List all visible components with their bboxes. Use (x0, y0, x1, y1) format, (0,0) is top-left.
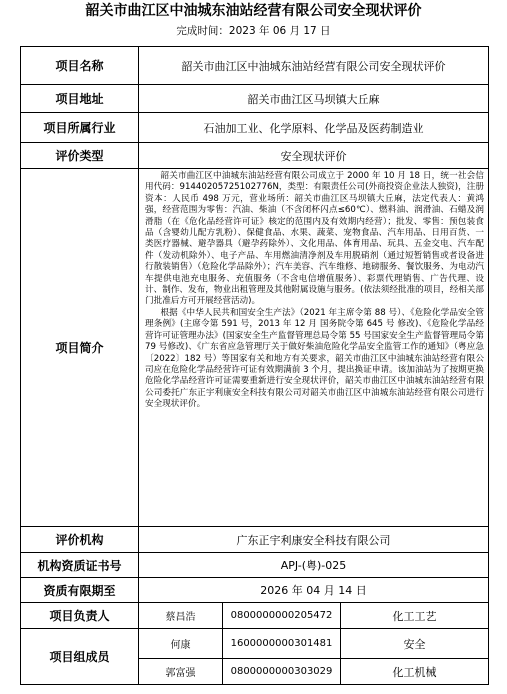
leader-specialty: 化工工艺 (341, 603, 489, 629)
label-project-address: 项目地址 (21, 85, 139, 113)
label-members: 项目组成员 (21, 629, 139, 685)
row-cert-no (21, 553, 489, 578)
label-leader: 项目负责人 (21, 603, 139, 629)
value-cert-expiry: 2026 年 04 月 14 日 (139, 578, 489, 603)
value-intro (139, 169, 489, 527)
leader-number: 0800000000205472 (223, 603, 341, 629)
intro-paragraph-1: 韶关市曲江区中油城东油站经营有限公司成立于 2000 年 10 月 18 日，统一社会信用代码：914402057251027​76N，类型：有限责任公司(外商投资企业法人独资)，注册资本：人民币 498 万元，营业场所：韶关市曲江区马坝镇大丘麻，法定代表人：黄鸿强，经营范围为零售：汽油、柴油（不含闭杯闪点≤60℃）、燃料油、润滑油、石蜡及润滑脂（在《危化品经营许可证》核定的范围内及有效期内经营）；批发、零售：预包装食品（含婴幼儿配方乳粉）、保健食品、水果、蔬菜、宠物食品、汽车用品、日用百货、一类医疗器械、避孕器具（避孕药除外）、文化用品、体育用品、玩具、五金交电、汽车配件（发动机除外）、电子产品、车用燃油清净剂及车用脱硝剂（通过短暂销售或者设备进行散装销售）（危险化学品除外）；汽车美容、汽车维修、地磅服务、餐饮服务、为电动汽车提供电池充电服务、充值服务（不含电信增值服务）、彩票代理销售、广告代理、设计、制作、发布，物业出租管理及其他附属设施与服务。(依法须经批准的项目，经相关部门批准后方可开展经营活动)。 (145, 171, 485, 307)
label-cert-expiry: 资质有限期至 (21, 578, 139, 603)
row-intro (21, 169, 489, 527)
member-specialty: 化工机械 (341, 659, 489, 685)
member-number: 0800000000303029 (223, 659, 341, 685)
label-eval-org: 评价机构 (21, 527, 139, 553)
row-project-name (21, 47, 489, 85)
member-number: 1600000000301481 (223, 629, 341, 659)
row-eval-org (21, 527, 489, 553)
member-name: 郭富强 (139, 659, 223, 685)
completion-date: 完成时间：2023 年 06 月 17 日 (176, 25, 331, 37)
value-project-name: 韶关市曲江区中油城东油站经营有限公司安全现状评价 (139, 47, 489, 85)
value-eval-type: 安全现状评价 (139, 143, 489, 169)
row-leader (21, 603, 489, 629)
value-cert-no: APJ-(粤)-025 (139, 553, 489, 578)
row-eval-type (21, 143, 489, 169)
row-member-1 (21, 629, 489, 659)
info-table (20, 46, 489, 685)
row-project-address (21, 85, 489, 113)
member-name: 何康 (139, 629, 223, 659)
value-project-address: 韶关市曲江区马坝镇大丘麻 (139, 85, 489, 113)
label-industry: 项目所属行业 (21, 113, 139, 143)
member-specialty: 安全 (341, 629, 489, 659)
label-cert-no: 机构资质证书号 (21, 553, 139, 578)
value-industry: 石油加工业、化学原料、化学品及医药制造业 (139, 113, 489, 143)
row-cert-expiry (21, 578, 489, 603)
label-eval-type: 评价类型 (21, 143, 139, 169)
label-project-name: 项目名称 (21, 47, 139, 85)
leader-name: 蔡昌浩 (139, 603, 223, 629)
row-industry (21, 113, 489, 143)
label-intro: 项目简介 (21, 169, 139, 527)
document-title: 韶关市曲江区中油城东油站经营有限公司安全现状评价 (85, 3, 422, 19)
intro-paragraph-2: 根据《中华人民共和国安全生产法》（2021 年主席令第 88 号）、《危险化学品安全管理条例》(主席令第 591 号，2013 年 12 月 国务院令第 645 号 修改)、《危险化学品经营许可证管理办法》(国家安全生产监督管理总局令第 55 号国家安全生产监督管理局令第 79 号修改)、《广东省应急管理厅关于做好柴油危险化学品安全监管工作的通知》（粤应急〔2022〕182 号）等国家有关和地方有关要求，韶关市曲江区中油城东油站经营有限公司应在危险化学品经营许可证有效期满前 3 个月，提出换证申请。该加油站为了按期更换危险化学品经营许可证需要重新进行安全现状评价，韶关市曲江区中油城东油站经营有限公司委托广东正宇利康安全科技有限公司对韶关市曲江区中油城东油站经营有限公司进行安全现状评价。 (145, 307, 487, 410)
value-eval-org: 广东正宇利康安全科技有限公司 (139, 527, 489, 553)
